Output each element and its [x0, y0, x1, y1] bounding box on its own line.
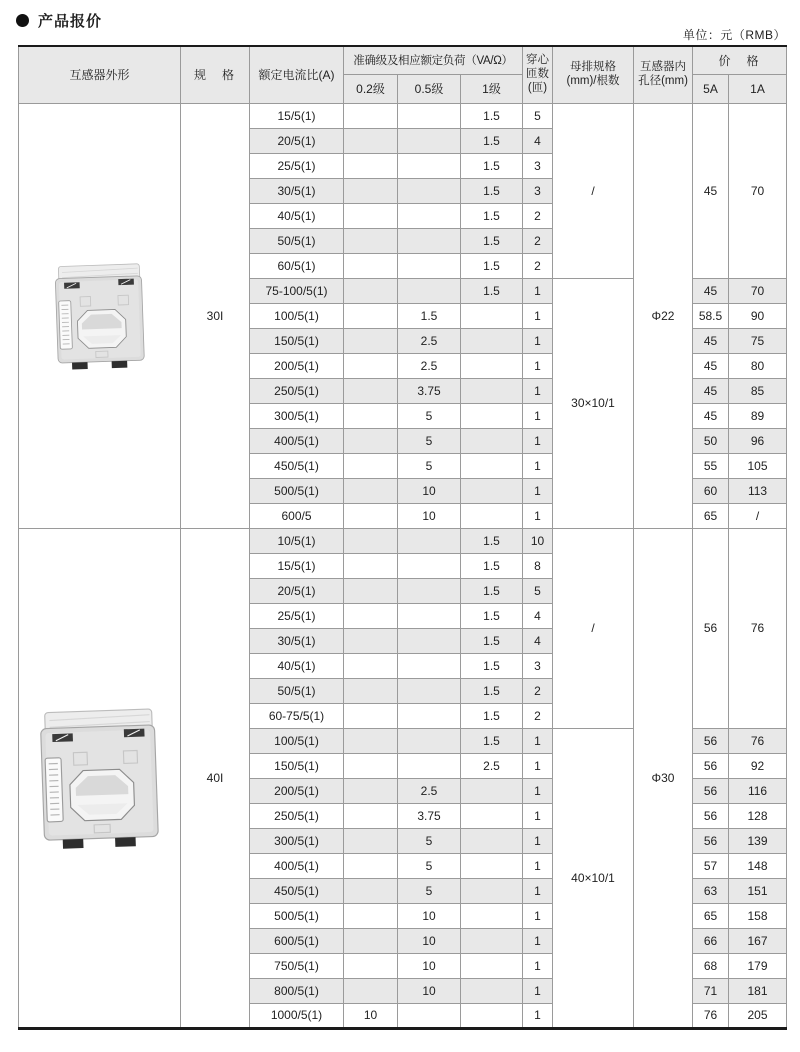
- table-row: [19, 103, 787, 128]
- price-1a-cell: /: [729, 503, 787, 528]
- turns-cell: 10: [523, 528, 553, 553]
- turns-header-line1: 穿心: [526, 54, 549, 67]
- acc02-cell: [344, 303, 398, 328]
- price-1a-cell: 139: [729, 828, 787, 853]
- acc05-cell: 5: [398, 853, 461, 878]
- busbar-header-line2: (mm)/根数: [566, 74, 620, 87]
- busbar-cell: 30×10/1: [553, 278, 634, 528]
- acc1-cell: 1.5: [461, 728, 523, 753]
- ratio-cell: 300/5(1): [250, 403, 344, 428]
- ratio-cell: 40/5(1): [250, 203, 344, 228]
- acc02-cell: [344, 528, 398, 553]
- ratio-cell: 10/5(1): [250, 528, 344, 553]
- price-5a-cell: 56: [693, 803, 729, 828]
- turns-cell: 1: [523, 753, 553, 778]
- acc1-cell: 1.5: [461, 703, 523, 728]
- ratio-cell: 75-100/5(1): [250, 278, 344, 303]
- price-1a-cell: 113: [729, 478, 787, 503]
- acc05-cell: [398, 653, 461, 678]
- acc05-cell: 5: [398, 878, 461, 903]
- acc05-cell: [398, 178, 461, 203]
- acc02-cell: [344, 953, 398, 978]
- acc02-cell: [344, 803, 398, 828]
- acc02-cell: [344, 403, 398, 428]
- ratio-cell: 15/5(1): [250, 553, 344, 578]
- ratio-cell: 30/5(1): [250, 628, 344, 653]
- acc05-cell: [398, 553, 461, 578]
- price-5a-cell: 76: [693, 1003, 729, 1028]
- turns-header-line2: 匝数: [526, 67, 549, 80]
- price-5a-cell: 58.5: [693, 303, 729, 328]
- ct-photo-30I: [48, 260, 151, 372]
- col-header-spec: 规 格: [181, 46, 250, 103]
- acc05-cell: 10: [398, 953, 461, 978]
- acc1-cell: 2.5: [461, 753, 523, 778]
- turns-cell: 2: [523, 253, 553, 278]
- turns-cell: 2: [523, 678, 553, 703]
- ratio-cell: 150/5(1): [250, 753, 344, 778]
- ratio-cell: 600/5(1): [250, 928, 344, 953]
- price-table-body: [19, 103, 787, 1028]
- turns-cell: 1: [523, 503, 553, 528]
- acc1-cell: [461, 903, 523, 928]
- price-5a-cell: 56: [693, 778, 729, 803]
- acc05-cell: [398, 203, 461, 228]
- acc05-cell: [398, 578, 461, 603]
- price-5a-cell: 60: [693, 478, 729, 503]
- acc02-cell: [344, 928, 398, 953]
- acc1-cell: 1.5: [461, 278, 523, 303]
- price-5a-cell: 56: [693, 753, 729, 778]
- table-header: [19, 46, 787, 103]
- acc05-cell: 2.5: [398, 778, 461, 803]
- turns-cell: 1: [523, 828, 553, 853]
- ratio-cell: 150/5(1): [250, 328, 344, 353]
- col-header-ratio: 额定电流比(A): [250, 46, 344, 103]
- acc1-cell: [461, 428, 523, 453]
- acc1-cell: [461, 928, 523, 953]
- acc05-cell: [398, 728, 461, 753]
- ratio-cell: 450/5(1): [250, 878, 344, 903]
- acc02-cell: [344, 603, 398, 628]
- acc05-cell: [398, 753, 461, 778]
- ratio-cell: 100/5(1): [250, 303, 344, 328]
- acc05-cell: [398, 103, 461, 128]
- col-header-accuracy-group: 准确级及相应额定负荷（VA/Ω）: [344, 46, 523, 74]
- col-header-turns: [523, 46, 553, 103]
- acc1-cell: 1.5: [461, 678, 523, 703]
- acc02-cell: [344, 978, 398, 1003]
- turns-cell: 1: [523, 853, 553, 878]
- price-5a-cell: 63: [693, 878, 729, 903]
- turns-cell: 3: [523, 653, 553, 678]
- ratio-cell: 750/5(1): [250, 953, 344, 978]
- turns-cell: 5: [523, 578, 553, 603]
- spec-cell: 40I: [181, 528, 250, 1028]
- ratio-cell: 300/5(1): [250, 828, 344, 853]
- turns-cell: 1: [523, 328, 553, 353]
- acc05-cell: [398, 703, 461, 728]
- price-5a-cell: 45: [693, 328, 729, 353]
- turns-cell: 1: [523, 303, 553, 328]
- acc05-cell: 10: [398, 903, 461, 928]
- acc1-cell: [461, 478, 523, 503]
- acc02-cell: [344, 778, 398, 803]
- turns-cell: 4: [523, 603, 553, 628]
- acc02-cell: [344, 728, 398, 753]
- price-1a-cell: 105: [729, 453, 787, 478]
- price-5a-cell: 45: [693, 278, 729, 303]
- ratio-cell: 50/5(1): [250, 228, 344, 253]
- turns-cell: 1: [523, 378, 553, 403]
- price-1a-cell: 205: [729, 1003, 787, 1028]
- acc05-cell: 10: [398, 503, 461, 528]
- acc05-cell: 5: [398, 828, 461, 853]
- turns-cell: 2: [523, 228, 553, 253]
- acc1-cell: 1.5: [461, 603, 523, 628]
- acc05-cell: [398, 1003, 461, 1028]
- acc02-cell: [344, 753, 398, 778]
- col-header-price-5a: 5A: [693, 74, 729, 103]
- acc02-cell: [344, 628, 398, 653]
- price-5a-cell: 56: [693, 528, 729, 728]
- acc05-cell: 3.75: [398, 803, 461, 828]
- ratio-cell: 200/5(1): [250, 353, 344, 378]
- ratio-cell: 400/5(1): [250, 428, 344, 453]
- turns-header-line3: (匝): [527, 81, 548, 94]
- acc05-cell: 2.5: [398, 328, 461, 353]
- acc02-cell: 10: [344, 1003, 398, 1028]
- price-5a-cell: 50: [693, 428, 729, 453]
- turns-cell: 8: [523, 553, 553, 578]
- turns-cell: 1: [523, 403, 553, 428]
- price-1a-cell: 116: [729, 778, 787, 803]
- acc1-cell: 1.5: [461, 553, 523, 578]
- col-header-price-group: 价 格: [693, 46, 787, 74]
- acc1-cell: [461, 803, 523, 828]
- turns-cell: 1: [523, 803, 553, 828]
- acc1-cell: [461, 328, 523, 353]
- acc02-cell: [344, 203, 398, 228]
- acc1-cell: [461, 403, 523, 428]
- acc1-cell: 1.5: [461, 128, 523, 153]
- col-header-acc1: 1级: [461, 74, 523, 103]
- price-1a-cell: 181: [729, 978, 787, 1003]
- price-1a-cell: 179: [729, 953, 787, 978]
- acc05-cell: [398, 603, 461, 628]
- acc1-cell: [461, 303, 523, 328]
- acc02-cell: [344, 503, 398, 528]
- price-1a-cell: 70: [729, 278, 787, 303]
- price-1a-cell: 96: [729, 428, 787, 453]
- bullet-icon: [16, 14, 29, 27]
- acc05-cell: 10: [398, 928, 461, 953]
- ratio-cell: 20/5(1): [250, 578, 344, 603]
- price-1a-cell: 75: [729, 328, 787, 353]
- acc1-cell: [461, 1003, 523, 1028]
- ratio-cell: 25/5(1): [250, 603, 344, 628]
- price-5a-cell: 65: [693, 503, 729, 528]
- col-header-busbar: [553, 46, 634, 103]
- acc02-cell: [344, 678, 398, 703]
- acc02-cell: [344, 228, 398, 253]
- ratio-cell: 600/5: [250, 503, 344, 528]
- acc02-cell: [344, 428, 398, 453]
- acc1-cell: 1.5: [461, 628, 523, 653]
- ratio-cell: 1000/5(1): [250, 1003, 344, 1028]
- acc1-cell: [461, 878, 523, 903]
- turns-cell: 1: [523, 1003, 553, 1028]
- acc02-cell: [344, 103, 398, 128]
- acc02-cell: [344, 378, 398, 403]
- acc02-cell: [344, 878, 398, 903]
- ratio-cell: 50/5(1): [250, 678, 344, 703]
- acc1-cell: 1.5: [461, 528, 523, 553]
- acc1-cell: [461, 978, 523, 1003]
- acc02-cell: [344, 578, 398, 603]
- ratio-cell: 200/5(1): [250, 778, 344, 803]
- acc05-cell: 1.5: [398, 303, 461, 328]
- busbar-cell: /: [553, 528, 634, 728]
- price-1a-cell: 76: [729, 728, 787, 753]
- acc05-cell: 10: [398, 978, 461, 1003]
- turns-cell: 2: [523, 703, 553, 728]
- page-title: [16, 10, 102, 31]
- acc1-cell: [461, 853, 523, 878]
- ratio-cell: 15/5(1): [250, 103, 344, 128]
- unit-note: 单位：元（RMB）: [682, 28, 786, 42]
- acc05-cell: 10: [398, 478, 461, 503]
- ratio-cell: 800/5(1): [250, 978, 344, 1003]
- product-image-cell: [19, 103, 181, 528]
- col-header-price-1a: 1A: [729, 74, 787, 103]
- busbar-cell: /: [553, 103, 634, 278]
- acc02-cell: [344, 178, 398, 203]
- price-5a-cell: 68: [693, 953, 729, 978]
- turns-cell: 4: [523, 628, 553, 653]
- ratio-cell: 25/5(1): [250, 153, 344, 178]
- acc02-cell: [344, 153, 398, 178]
- price-1a-cell: 76: [729, 528, 787, 728]
- busbar-cell: 40×10/1: [553, 728, 634, 1028]
- bore-header-line2: 孔径(mm): [638, 74, 688, 87]
- acc1-cell: 1.5: [461, 253, 523, 278]
- price-1a-cell: 151: [729, 878, 787, 903]
- product-image-cell: [19, 528, 181, 1028]
- turns-cell: 1: [523, 478, 553, 503]
- bore-header-line1: 互感器内: [640, 60, 686, 73]
- price-5a-cell: 45: [693, 103, 729, 278]
- price-5a-cell: 55: [693, 453, 729, 478]
- price-5a-cell: 45: [693, 378, 729, 403]
- table-row: [19, 528, 787, 553]
- price-1a-cell: 158: [729, 903, 787, 928]
- ratio-cell: 500/5(1): [250, 903, 344, 928]
- acc05-cell: [398, 253, 461, 278]
- col-header-bore: [634, 46, 693, 103]
- price-1a-cell: 90: [729, 303, 787, 328]
- acc1-cell: 1.5: [461, 103, 523, 128]
- acc1-cell: 1.5: [461, 653, 523, 678]
- ratio-cell: 500/5(1): [250, 478, 344, 503]
- ratio-cell: 60/5(1): [250, 253, 344, 278]
- price-5a-cell: 66: [693, 928, 729, 953]
- acc05-cell: [398, 278, 461, 303]
- spec-cell: 30I: [181, 103, 250, 528]
- acc1-cell: [461, 953, 523, 978]
- acc05-cell: [398, 128, 461, 153]
- acc02-cell: [344, 453, 398, 478]
- acc02-cell: [344, 478, 398, 503]
- price-5a-cell: 57: [693, 853, 729, 878]
- ct-photo-40I: [31, 704, 168, 852]
- ratio-cell: 250/5(1): [250, 803, 344, 828]
- ratio-cell: 40/5(1): [250, 653, 344, 678]
- page-title-text: 产品报价: [38, 13, 103, 30]
- bore-cell: Φ22: [634, 103, 693, 528]
- price-table: [18, 45, 787, 1030]
- acc1-cell: [461, 453, 523, 478]
- acc02-cell: [344, 253, 398, 278]
- col-header-appearance: 互感器外形: [19, 46, 181, 103]
- turns-cell: 1: [523, 878, 553, 903]
- price-5a-cell: 45: [693, 353, 729, 378]
- acc02-cell: [344, 278, 398, 303]
- turns-cell: 1: [523, 778, 553, 803]
- ratio-cell: 100/5(1): [250, 728, 344, 753]
- acc05-cell: [398, 628, 461, 653]
- acc05-cell: [398, 153, 461, 178]
- acc1-cell: 1.5: [461, 153, 523, 178]
- acc05-cell: [398, 528, 461, 553]
- acc05-cell: [398, 228, 461, 253]
- acc1-cell: [461, 778, 523, 803]
- acc02-cell: [344, 703, 398, 728]
- acc05-cell: 5: [398, 428, 461, 453]
- header-row-1: [19, 46, 787, 74]
- ratio-cell: 30/5(1): [250, 178, 344, 203]
- price-1a-cell: 89: [729, 403, 787, 428]
- col-header-acc05: 0.5级: [398, 74, 461, 103]
- ratio-cell: 450/5(1): [250, 453, 344, 478]
- acc1-cell: [461, 353, 523, 378]
- acc05-cell: 2.5: [398, 353, 461, 378]
- ratio-cell: 20/5(1): [250, 128, 344, 153]
- acc05-cell: 3.75: [398, 378, 461, 403]
- ratio-cell: 250/5(1): [250, 378, 344, 403]
- turns-cell: 1: [523, 728, 553, 753]
- price-1a-cell: 128: [729, 803, 787, 828]
- acc02-cell: [344, 353, 398, 378]
- acc02-cell: [344, 828, 398, 853]
- turns-cell: 1: [523, 928, 553, 953]
- price-1a-cell: 148: [729, 853, 787, 878]
- acc1-cell: 1.5: [461, 228, 523, 253]
- col-header-acc02: 0.2级: [344, 74, 398, 103]
- acc1-cell: [461, 378, 523, 403]
- price-5a-cell: 56: [693, 828, 729, 853]
- turns-cell: 3: [523, 153, 553, 178]
- acc02-cell: [344, 553, 398, 578]
- turns-cell: 5: [523, 103, 553, 128]
- busbar-header-line1: 母排规格: [570, 60, 616, 73]
- turns-cell: 2: [523, 203, 553, 228]
- price-1a-cell: 167: [729, 928, 787, 953]
- ratio-cell: 400/5(1): [250, 853, 344, 878]
- acc1-cell: 1.5: [461, 203, 523, 228]
- ratio-cell: 60-75/5(1): [250, 703, 344, 728]
- turns-cell: 1: [523, 353, 553, 378]
- acc1-cell: [461, 503, 523, 528]
- turns-cell: 1: [523, 953, 553, 978]
- price-1a-cell: 85: [729, 378, 787, 403]
- acc02-cell: [344, 853, 398, 878]
- turns-cell: 4: [523, 128, 553, 153]
- acc05-cell: [398, 678, 461, 703]
- turns-cell: 1: [523, 453, 553, 478]
- turns-cell: 1: [523, 278, 553, 303]
- acc02-cell: [344, 328, 398, 353]
- price-1a-cell: 80: [729, 353, 787, 378]
- price-5a-cell: 71: [693, 978, 729, 1003]
- acc02-cell: [344, 653, 398, 678]
- acc1-cell: 1.5: [461, 178, 523, 203]
- acc1-cell: 1.5: [461, 578, 523, 603]
- acc05-cell: 5: [398, 403, 461, 428]
- turns-cell: 1: [523, 428, 553, 453]
- acc02-cell: [344, 128, 398, 153]
- price-5a-cell: 45: [693, 403, 729, 428]
- price-5a-cell: 56: [693, 728, 729, 753]
- turns-cell: 1: [523, 903, 553, 928]
- acc02-cell: [344, 903, 398, 928]
- price-5a-cell: 65: [693, 903, 729, 928]
- acc1-cell: [461, 828, 523, 853]
- price-1a-cell: 92: [729, 753, 787, 778]
- bore-cell: Φ30: [634, 528, 693, 1028]
- price-1a-cell: 70: [729, 103, 787, 278]
- acc05-cell: 5: [398, 453, 461, 478]
- turns-cell: 1: [523, 978, 553, 1003]
- turns-cell: 3: [523, 178, 553, 203]
